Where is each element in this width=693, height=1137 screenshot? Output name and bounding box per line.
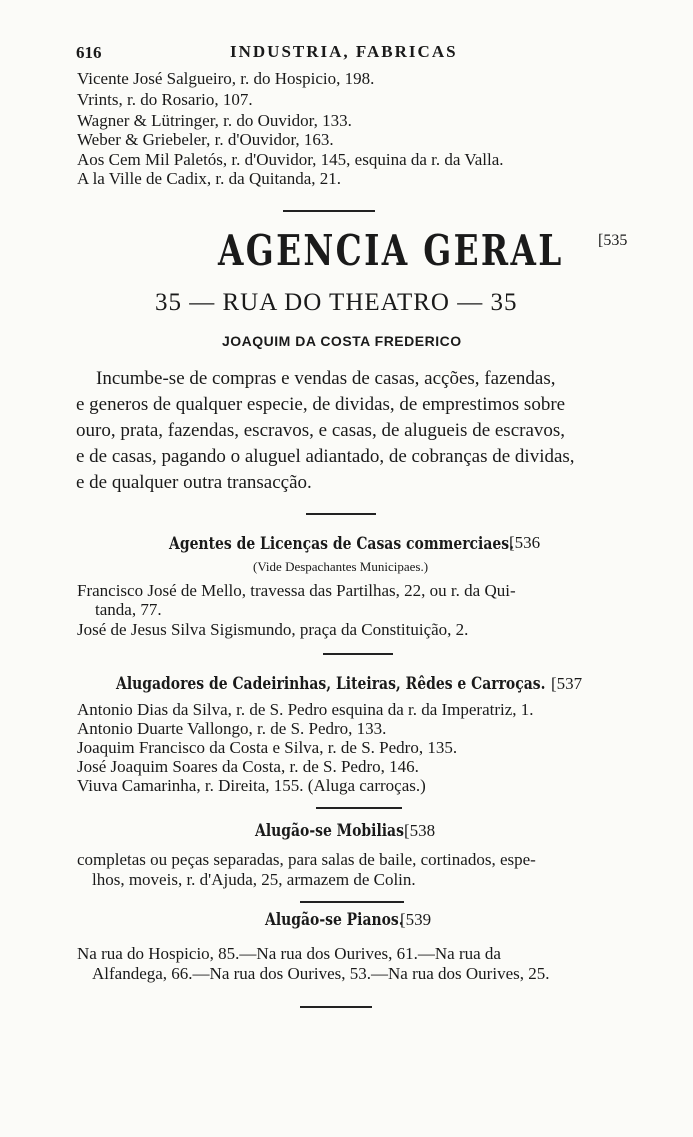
divider — [316, 807, 402, 809]
list-item: José Joaquim Soares da Costa, r. de S. Pedro, 146. — [77, 757, 419, 776]
divider — [323, 653, 393, 655]
section-title: Alugadores de Cadeirinhas, Liteiras, Rêdes e Carroças. — [116, 674, 546, 694]
section-number: [538 — [404, 821, 436, 840]
description-line: e de qualquer outra transacção. — [76, 472, 312, 493]
description-line: ouro, prata, fazendas, escravos, e casas, de alugueis de escravos, — [76, 420, 566, 441]
section-title: Agentes de Licenças de Casas commerciaes. — [169, 534, 514, 554]
divider — [300, 1006, 372, 1008]
list-item: José de Jesus Silva Sigismundo, praça da Constituição, 2. — [77, 620, 469, 639]
section-title: Alugão-se Mobilias — [255, 821, 404, 841]
agencia-proprietor: JOAQUIM DA COSTA FREDERICO — [222, 333, 462, 349]
list-item: Aos Cem Mil Paletós, r. d'Ouvidor, 145, esquina da r. da Valla. — [77, 150, 504, 169]
description-line: Incumbe-se de compras e vendas de casas, acções, fazendas, — [96, 368, 556, 389]
section-title: Alugão-se Pianos. — [265, 910, 404, 930]
list-item: lhos, moveis, r. d'Ajuda, 25, armazem de Colin. — [92, 870, 416, 889]
divider — [306, 513, 376, 515]
list-item: Antonio Duarte Vallongo, r. de S. Pedro, 133. — [77, 719, 387, 738]
list-item: Vrints, r. do Rosario, 107. — [77, 90, 253, 109]
section-note: (Vide Despachantes Municipaes.) — [253, 559, 429, 574]
page-number: 616 — [76, 43, 102, 62]
section-number: [537 — [551, 674, 583, 693]
list-item: Na rua do Hospicio, 85.—Na rua dos Ourives, 61.—Na rua da — [77, 944, 501, 963]
list-item: Joaquim Francisco da Costa e Silva, r. de S. Pedro, 135. — [77, 738, 458, 757]
list-item: tanda, 77. — [95, 600, 162, 619]
list-item: A la Ville de Cadix, r. da Quitanda, 21. — [77, 169, 342, 188]
divider — [300, 901, 404, 903]
section-number: [536 — [509, 533, 541, 552]
list-item: Weber & Griebeler, r. d'Ouvidor, 163. — [77, 130, 334, 149]
agencia-title: AGENCIA GERAL — [218, 226, 564, 275]
running-header: INDUSTRIA, FABRICAS — [230, 42, 458, 61]
list-item: completas ou peças separadas, para salas de baile, cortinados, espe- — [77, 850, 536, 869]
list-item: Alfandega, 66.—Na rua dos Ourives, 53.—Na rua dos Ourives, 25. — [92, 964, 550, 983]
description-line: e generos de qualquer especie, de dividas, de emprestimos sobre — [76, 394, 566, 415]
section-number: [535 — [598, 232, 628, 249]
divider — [283, 210, 375, 212]
list-item: Antonio Dias da Silva, r. de S. Pedro esquina da r. da Imperatriz, 1. — [77, 700, 534, 719]
list-item: Viuva Camarinha, r. Direita, 155. (Aluga carroças.) — [77, 776, 426, 795]
section-number: [539 — [400, 910, 432, 929]
list-item: Vicente José Salgueiro, r. do Hospicio, 198. — [77, 69, 375, 88]
description-line: e de casas, pagando o aluguel adiantado, de cobranças de dividas, — [76, 446, 575, 467]
list-item: Wagner & Lütringer, r. do Ouvidor, 133. — [77, 111, 352, 130]
list-item: Francisco José de Mello, travessa das Partilhas, 22, ou r. da Qui- — [77, 581, 516, 600]
agencia-address: 35 — RUA DO THEATRO — 35 — [155, 289, 518, 316]
